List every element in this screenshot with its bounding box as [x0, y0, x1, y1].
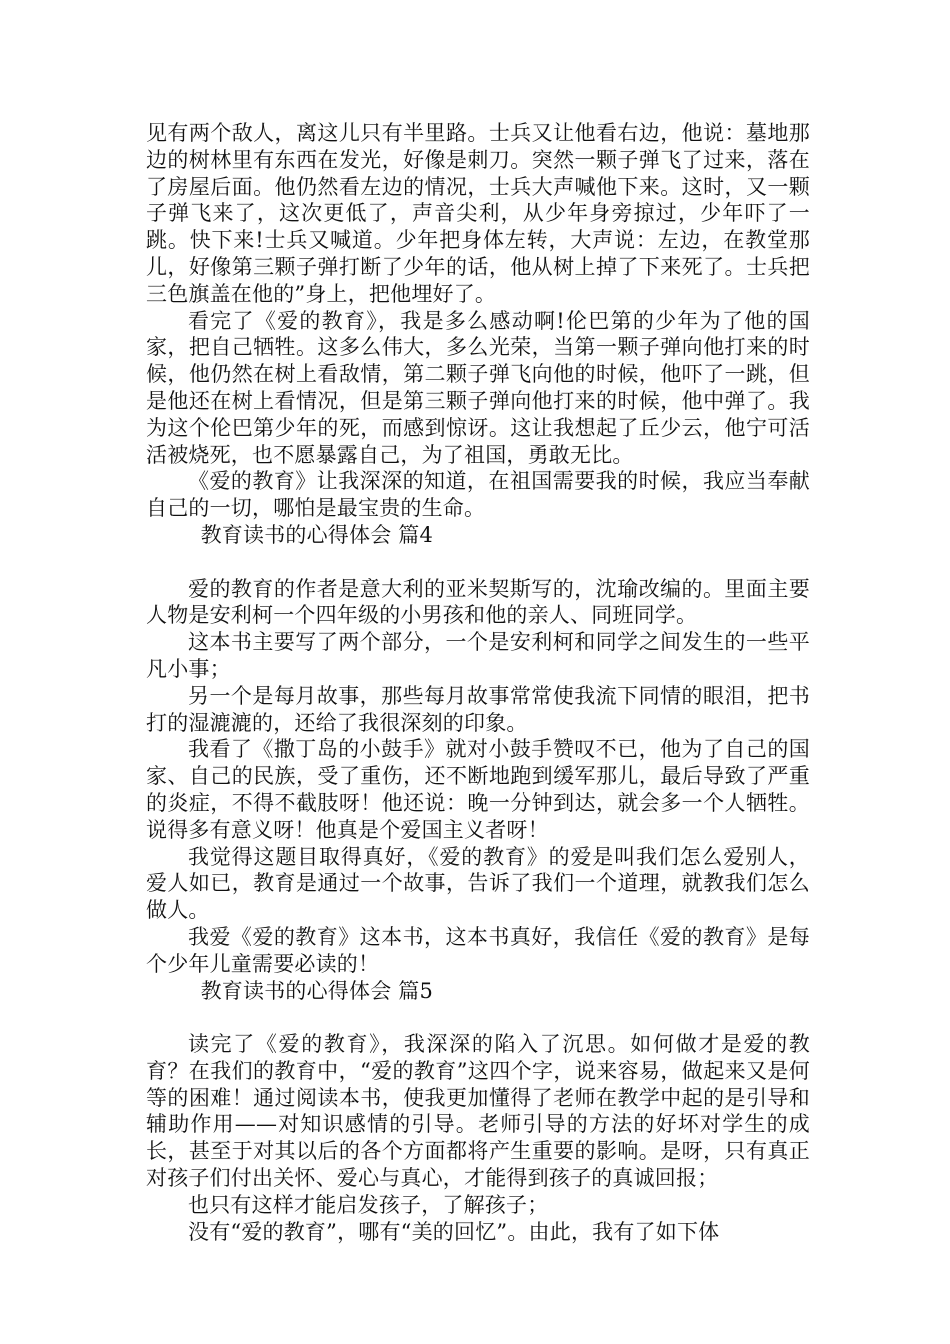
paragraph: 看完了《爱的教育》，我是多么感动啊!伦巴第的少年为了他的国家，把自己牺牲。这多么伟大，多么光荣，当第一颗子弹向他打来的时候，他仍然在树上看敌情，第二颗子弹飞向他的时候，他吓了一跳，但是他还在树上看情况，但是第三颗子弹向他打来的时候，他中弹了。我为这个伦巴第少年的死，而感到惊讶。这让我想起了丘少云，他宁可活活被烧死，也不愿暴露自己，为了祖国，勇敢无比。 [146, 308, 810, 467]
paragraph: 《爱的教育》让我深深的知道，在祖国需要我的时候，我应当奉献自己的一切，哪怕是最宝贵的生命。 [146, 469, 810, 521]
paragraph: 这本书主要写了两个部分，一个是安利柯和同学之间发生的一些平凡小事； [146, 630, 810, 681]
paragraph: 也只有这样才能启发孩子，了解孩子； [188, 1192, 549, 1217]
document-page [146, 120, 810, 1245]
paragraph: 我觉得这题目取得真好，《爱的教育》的爱是叫我们怎么爱别人，爱人如已，教育是通过一个故事，告诉了我们一个道理，就教我们怎么做人。 [146, 844, 810, 923]
blank-line [146, 1004, 810, 1031]
paragraph: 读完了《爱的教育》，我深深的陷入了沉思。如何做才是爱的教育？在我们的教育中，“爱的教育”这四个字，说来容易，做起来又是何等的困难！通过阅读本书，使我更加懂得了老师在教学中起的是引导和辅助作用——对知识感情的引导。老师引导的方法的好坏对学生的成长，甚至于对其以后的各个方面都将产生重要的影响。是呀，只有真正对孩子们付出关怀、爱心与真心，才能得到孩子的真诚回报； [146, 1032, 810, 1191]
paragraph: 我看了《撒丁岛的小鼓手》就对小鼓手赞叹不已，他为了自己的国家、自己的民族，受了重伤，还不断地跑到缓军那儿，最后导致了严重的炎症，不得不截肢呀！他还说：晚一分钟到达，就会多一个人牺牲。说得多有意义呀！他真是个爱国主义者呀！ [146, 737, 810, 842]
section-heading: 教育读书的心得体会 篇5 [200, 978, 434, 1003]
section-heading: 教育读书的心得体会 篇4 [200, 522, 434, 547]
paragraph: 见有两个敌人，离这儿只有半里路。士兵又让他看右边，他说：墓地那边的树林里有东西在发光，好像是刺刀。突然一颗子弹飞了过来，落在了房屋后面。他仍然看左边的情况，士兵大声喊他下来。这时，又一颗子弹飞来了，这次更低了，声音尖利，从少年身旁掠过，少年吓了一跳。快下来!士兵又喊道。少年把身体左转，大声说：左边，在教堂那儿，好像第三颗子弹打断了少年的话，他从树上掉了下来死了。士兵把三色旗盖在他的”身上，把他埋好了。 [146, 121, 810, 306]
paragraph: 没有“爱的教育”，哪有“美的回忆”。由此，我有了如下体 [188, 1219, 720, 1244]
paragraph: 爱的教育的作者是意大利的亚米契斯写的，沈瑜改编的。里面主要人物是安利柯一个四年级的小男孩和他的亲人、同班同学。 [146, 576, 810, 628]
blank-line [146, 549, 810, 576]
paragraph: 我爱《爱的教育》这本书，这本书真好，我信任《爱的教育》是每个少年儿童需要必读的！ [146, 924, 810, 976]
paragraph: 另一个是每月故事，那些每月故事常常使我流下同情的眼泪，把书打的湿漉漉的，还给了我很深刻的印象。 [146, 683, 810, 735]
